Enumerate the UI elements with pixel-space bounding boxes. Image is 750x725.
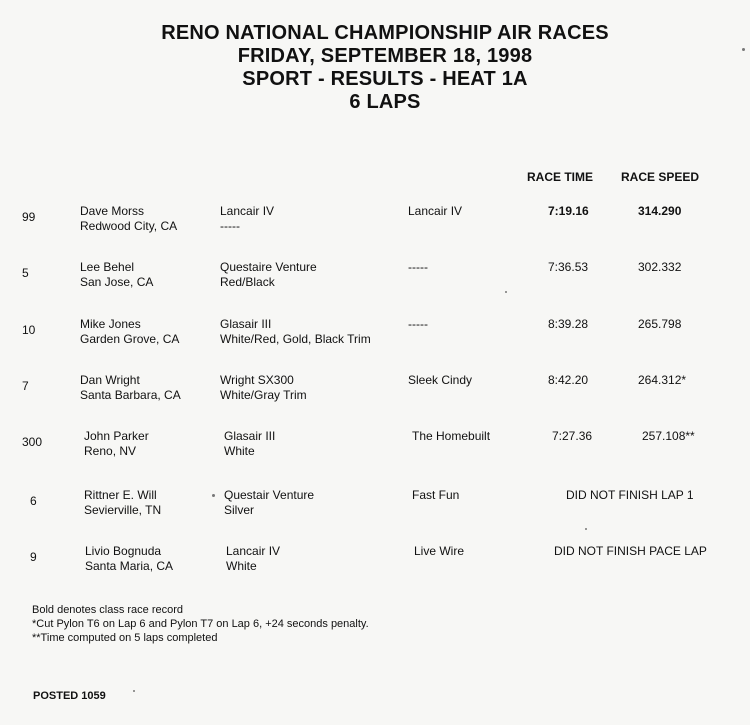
aircraft-name: ----- — [408, 317, 428, 331]
result-row — [0, 204, 750, 244]
race-number: 7 — [22, 379, 29, 393]
race-number: 99 — [22, 210, 36, 224]
race-result: DID NOT FINISH PACE LAP — [554, 544, 707, 558]
race-number: 300 — [22, 435, 43, 449]
aircraft-color: Silver — [224, 503, 255, 517]
race-number: 6 — [30, 494, 37, 508]
race-number: 10 — [22, 323, 36, 337]
aircraft-color: White/Gray Trim — [220, 388, 307, 402]
aircraft-color: ----- — [220, 219, 240, 233]
race-time: 8:39.28 — [548, 317, 589, 331]
race-time: 7:36.53 — [548, 260, 589, 274]
aircraft-color: Red/Black — [220, 275, 275, 289]
event-date: FRIDAY, SEPTEMBER 18, 1998 — [237, 45, 533, 67]
aircraft-name: Sleek Cindy — [408, 373, 473, 387]
result-row — [0, 429, 750, 469]
scan-speck — [585, 528, 587, 530]
scan-speck — [742, 48, 745, 51]
pilot-name: Rittner E. Will — [84, 488, 157, 502]
result-row — [0, 260, 750, 300]
pilot-city: Garden Grove, CA — [80, 332, 180, 346]
race-speed: 257.108** — [642, 429, 695, 443]
aircraft-color: White/Red, Gold, Black Trim — [220, 332, 371, 346]
footnote-penalty: *Cut Pylon T6 on Lap 6 and Pylon T7 on Lap 6, +24 seconds penalty. — [32, 618, 369, 630]
race-time-header: RACE TIME — [527, 170, 593, 184]
pilot-name: John Parker — [84, 429, 149, 443]
race-speed: 264.312* — [638, 373, 687, 387]
race-time: 8:42.20 — [548, 373, 589, 387]
race-speed: 265.798 — [638, 317, 682, 331]
race-time: 7:27.36 — [552, 429, 593, 443]
footnotes — [32, 603, 369, 645]
laps-count: 6 LAPS — [349, 91, 421, 113]
aircraft-type: Questair Venture — [224, 488, 315, 502]
race-result: DID NOT FINISH LAP 1 — [566, 488, 694, 502]
document-header — [0, 22, 750, 114]
aircraft-name: Fast Fun — [412, 488, 460, 502]
result-row — [0, 488, 750, 528]
pilot-name: Livio Bognuda — [85, 544, 162, 558]
race-speed: 302.332 — [638, 260, 682, 274]
pilot-name: Dan Wright — [80, 373, 140, 387]
aircraft-type: Questaire Venture — [220, 260, 317, 274]
race-speed: 314.290 — [638, 204, 682, 218]
scan-speck — [133, 690, 135, 692]
result-row — [0, 373, 750, 413]
pilot-name: Dave Morss — [80, 204, 145, 218]
aircraft-name: Live Wire — [414, 544, 465, 558]
pilot-city: Sevierville, TN — [84, 503, 162, 517]
footnote-laps: **Time computed on 5 laps completed — [32, 632, 218, 644]
pilot-name: Lee Behel — [80, 260, 135, 274]
posted-time: POSTED 1059 — [33, 690, 106, 702]
scan-speck — [505, 291, 507, 293]
pilot-city: Reno, NV — [84, 444, 137, 458]
aircraft-color: White — [226, 559, 257, 573]
aircraft-color: White — [224, 444, 255, 458]
aircraft-type: Glasair III — [220, 317, 272, 331]
pilot-city: San Jose, CA — [80, 275, 154, 289]
scan-speck — [212, 494, 215, 497]
event-title: RENO NATIONAL CHAMPIONSHIP AIR RACES — [161, 22, 609, 44]
aircraft-type: Lancair IV — [226, 544, 281, 558]
footnote-record: Bold denotes class race record — [32, 604, 184, 616]
aircraft-name: Lancair IV — [408, 204, 463, 218]
race-number: 9 — [30, 550, 37, 564]
aircraft-type: Glasair III — [224, 429, 276, 443]
heat-title: SPORT - RESULTS - HEAT 1A — [242, 68, 528, 90]
aircraft-name: ----- — [408, 260, 428, 274]
race-time: 7:19.16 — [548, 204, 589, 218]
race-speed-header: RACE SPEED — [621, 170, 700, 184]
pilot-city: Redwood City, CA — [80, 219, 178, 233]
pilot-name: Mike Jones — [80, 317, 141, 331]
pilot-city: Santa Maria, CA — [85, 559, 174, 573]
race-number: 5 — [22, 266, 29, 280]
aircraft-name: The Homebuilt — [412, 429, 491, 443]
aircraft-type: Wright SX300 — [220, 373, 294, 387]
aircraft-type: Lancair IV — [220, 204, 275, 218]
pilot-city: Santa Barbara, CA — [80, 388, 181, 402]
result-row — [0, 317, 750, 357]
result-row — [0, 544, 750, 584]
